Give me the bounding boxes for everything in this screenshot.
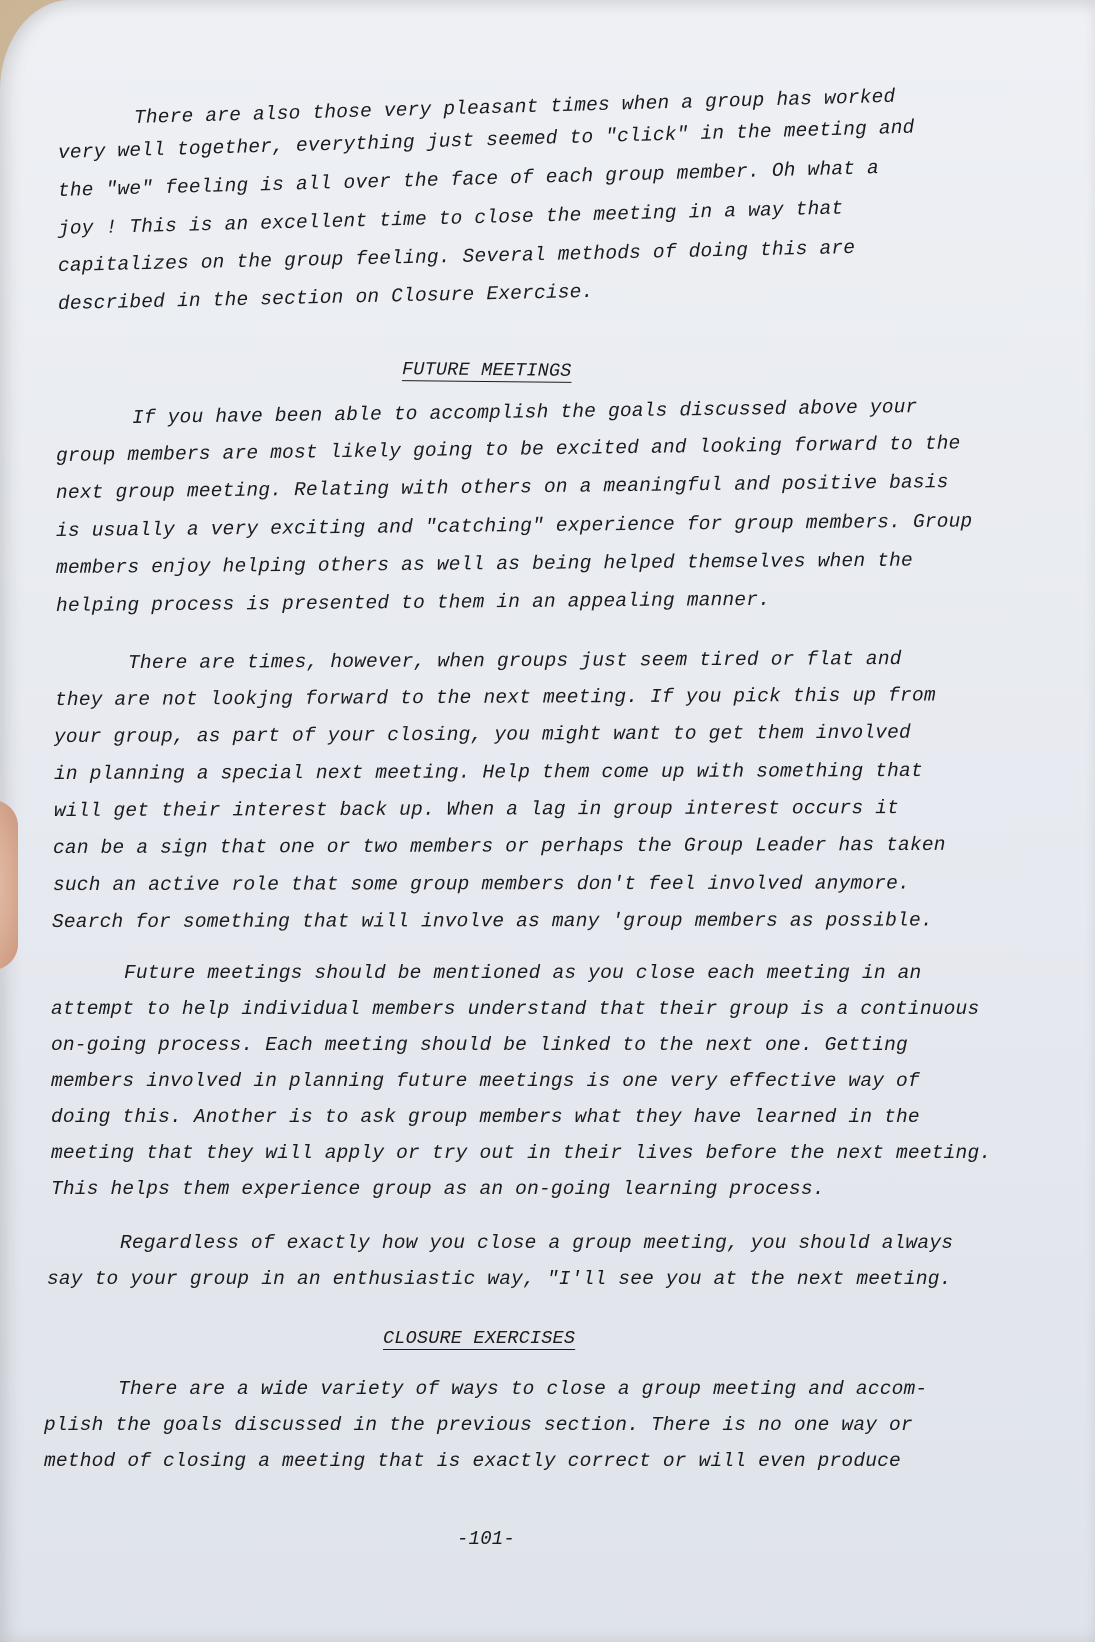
text-line: in planning a special next meeting. Help them come up with something that [53, 759, 923, 785]
text-line: on-going process. Each meeting should be linked to the next one. Getting [51, 1034, 908, 1056]
text-line: next group meeting. Relating with others on a meaningful and positive basis [55, 471, 949, 504]
text-line: members enjoy helping others as well as being helped themselves when the [55, 549, 914, 579]
text-line: the "we" feeling is all over the face of each group member. Oh what a [57, 157, 880, 202]
text-line: plish the goals discussed in the previous section. There is no one way or [44, 1414, 913, 1436]
text-line: There are times, however, when groups just seem tired or flat and [127, 647, 902, 674]
text-line: is usually a very exciting and "catching" experience for group members. Group [55, 510, 973, 542]
section-heading-future-meetings: FUTURE MEETINGS [401, 359, 572, 382]
text-line: method of closing a meeting that is exactly correct or will even produce [44, 1450, 901, 1472]
text-line: There are also those very pleasant times when a group has worked [133, 85, 896, 129]
text-line: they are not lookjng forward to the next meeting. If you pick this up from [54, 684, 936, 711]
text-line: This helps them experience group as an on-going learning process. [51, 1178, 825, 1200]
text-line: say to your group in an enthusiastic way, "I'll see you at the next meeting. [47, 1268, 952, 1290]
text-line: Future meetings should be mentioned as you close each meeting in an [124, 962, 922, 984]
text-line: helping process is presented to them in an appealing manner. [55, 588, 771, 617]
text-line: group members are most likely going to be excited and looking forward to the [55, 432, 961, 467]
text-line: capitalizes on the group feeling. Several methods of doing this are [57, 236, 856, 277]
text-line: joy ! This is an excellent time to close the meeting in a way that [57, 197, 844, 240]
text-line: There are a wide variety of ways to close a group meeting and accom- [118, 1378, 928, 1400]
text-line: your group, as part of your closing, you might want to get them involved [53, 721, 911, 748]
text-line: meeting that they will apply or try out in their lives before the next meeting. [51, 1142, 992, 1164]
text-line: doing this. Another is to ask group members what they have learned in the [51, 1106, 920, 1128]
text-line: such an active role that some group members don't feel involved anymore. [52, 872, 910, 896]
section-heading-closure-exercises: CLOSURE EXERCISES [383, 1328, 576, 1349]
text-line: attempt to help individual members understand that their group is a continuous [51, 998, 980, 1020]
text-line: will get their interest back up. When a lag in group interest occurs it [53, 797, 900, 822]
text-line: Search for something that will involve as many 'group members as possible. [51, 909, 933, 933]
text-line: described in the section on Closure Exercise. [57, 280, 594, 315]
page-number: -101- [457, 1528, 516, 1550]
text-line: If you have been able to accomplish the goals discussed above your [131, 396, 918, 429]
text-line: members involved in planning future meetings is one very effective way of [51, 1070, 920, 1092]
text-line: can be a sign that one or two members or perhaps the Group Leader has taken [52, 833, 946, 859]
text-line: Regardless of exactly how you close a group meeting, you should always [120, 1232, 954, 1254]
text-line: very well together, everything just seemed to "click" in the meeting and [57, 116, 915, 164]
